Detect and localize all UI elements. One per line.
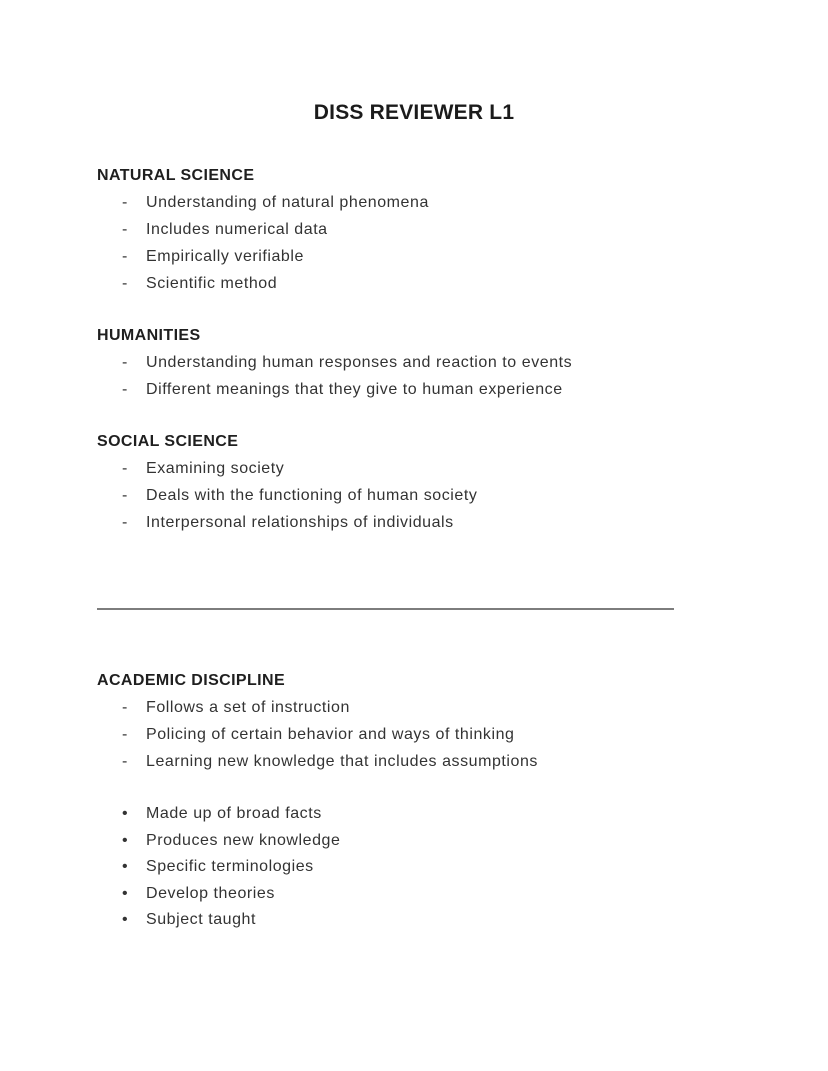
- list-item: [97, 243, 708, 270]
- dash-marker: -: [122, 753, 128, 770]
- bullet-marker: •: [122, 831, 128, 849]
- section-social-science: [97, 428, 708, 536]
- list-item-text: Includes numerical data: [146, 221, 328, 238]
- list-item: [97, 694, 708, 721]
- list-item-text: Different meanings that they give to human experience: [146, 381, 563, 398]
- bullet-marker: •: [122, 858, 128, 875]
- list-item: [97, 721, 708, 748]
- list-item-text: Develop theories: [146, 884, 275, 902]
- dash-marker: -: [122, 460, 128, 477]
- list-item: [97, 854, 708, 881]
- list-item: [97, 216, 708, 243]
- section-heading: ACADEMIC DISCIPLINE: [97, 672, 286, 689]
- list-item-text: Specific terminologies: [146, 858, 314, 875]
- dash-marker: -: [122, 514, 128, 531]
- list-item-text: Follows a set of instruction: [146, 699, 350, 716]
- list-item-text: Deals with the functioning of human society: [146, 487, 478, 504]
- bullet-marker: •: [122, 911, 128, 928]
- list-item-text: Understanding of natural phenomena: [146, 194, 429, 211]
- dash-marker: -: [122, 221, 128, 238]
- section-humanities: [97, 322, 708, 403]
- list-item-text: Empirically verifiable: [146, 248, 304, 265]
- document-content: [0, 162, 828, 536]
- dash-list: [97, 189, 708, 297]
- list-item-text: Learning new knowledge that includes assumptions: [146, 753, 538, 770]
- bullet-marker: •: [122, 884, 128, 902]
- dash-marker: -: [122, 726, 128, 743]
- bullet-marker: •: [122, 805, 128, 822]
- dash-marker: -: [122, 354, 128, 371]
- list-item-text: Examining society: [146, 460, 285, 477]
- dash-marker: -: [122, 275, 128, 292]
- bullet-list: [97, 801, 708, 934]
- dash-list: [97, 349, 708, 403]
- section-heading: NATURAL SCIENCE: [97, 167, 255, 184]
- list-item: [97, 482, 708, 509]
- list-item: [97, 376, 708, 403]
- list-item: [97, 907, 708, 934]
- list-item-text: Made up of broad facts: [146, 805, 322, 822]
- list-item-text: Produces new knowledge: [146, 831, 341, 849]
- list-item: [97, 349, 708, 376]
- dash-marker: -: [122, 194, 128, 211]
- dash-marker: -: [122, 248, 128, 265]
- document-content-lower: [0, 667, 828, 934]
- list-item: [97, 881, 708, 908]
- list-item: [97, 828, 708, 855]
- section-heading: HUMANITIES: [97, 327, 201, 344]
- list-item: [97, 270, 708, 297]
- dash-marker: -: [122, 487, 128, 504]
- document-title: DISS REVIEWER L1: [313, 101, 515, 124]
- dash-marker: -: [122, 381, 128, 398]
- list-item-text: Subject taught: [146, 911, 256, 928]
- list-item-text: Interpersonal relationships of individuals: [146, 514, 454, 531]
- horizontal-divider: [97, 608, 674, 610]
- section-natural-science: [97, 162, 708, 297]
- list-item: [97, 455, 708, 482]
- dash-list: [97, 455, 708, 536]
- dash-marker: -: [122, 699, 128, 716]
- list-item: [97, 509, 708, 536]
- section-academic-discipline: [97, 667, 708, 775]
- list-item-text: Understanding human responses and reaction to events: [146, 354, 573, 371]
- section-heading: SOCIAL SCIENCE: [97, 433, 239, 450]
- list-item-text: Scientific method: [146, 275, 278, 292]
- list-item: [97, 189, 708, 216]
- list-item: [97, 748, 708, 775]
- dash-list: [97, 694, 708, 775]
- list-item-text: Policing of certain behavior and ways of thinking: [146, 726, 515, 743]
- list-item: [97, 801, 708, 828]
